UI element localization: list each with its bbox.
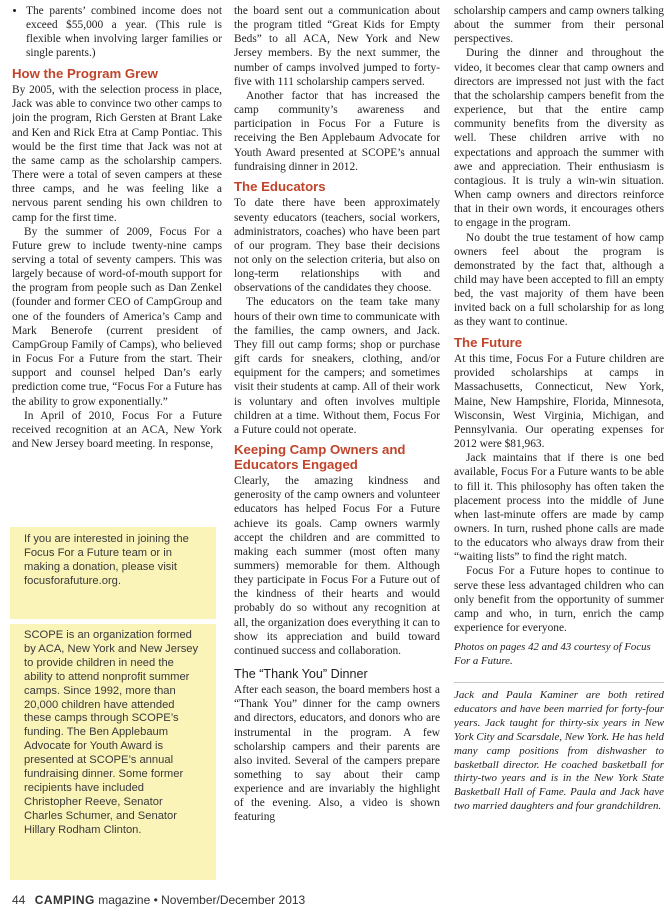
paragraph: Clearly, the amazing kindness and generosity of the camp owners and volunteer educators has helped Focus For a Future achieve its goals. Camp owners warmly accept the children and are committed to making each summer (most often many summers) memorable for them. Although they participate in Focus For a Future out of the kindness of their hearts and would probably do so without any recognition at all, the organization does everything it can to show its appreciation and build toward continued success and collaboration.: [234, 475, 440, 657]
eligibility-list: [12, 4, 222, 61]
column-3: [454, 4, 664, 814]
eligibility-item: • The parents’ combined income does not exceed $55,000 a year. (This rule is flexible when involving larger families or single parents.): [26, 4, 222, 61]
issue-date: November/December 2013: [161, 893, 306, 907]
column-1: [12, 4, 222, 451]
paragraph: The educators on the team take many hours of their own time to communicate with the families, the camp owners, and Jack. They fill out camp forms; shop or purchase gift cards for sneakers, clothing, and/or equipment for the campers; and sometimes visit their students at camp. All of their work is voluntary and often involves multiple children at a time. Without them, Focus For a Future could not operate.: [234, 296, 440, 436]
paragraph: During the dinner and throughout the video, it becomes clear that camp owners and directors are impressed not just with the fact that the scholarship campers benefit from the experience, but that the entire camp community benefits from the diversity as well. These children arrive with no expectations and approach the summer with awe and appreciation. Their enthusiasm is contagious. It is truly a win-win situation. When camp owners and directors reinforce that in their own words, it encourages others to engage in the program.: [454, 47, 664, 230]
divider: [454, 682, 664, 683]
paragraph: To date there have been approximately seventy educators (teachers, social workers, administrators, coaches) who have been part of our program. They base their decisions not only on the selection criteria, but also on long-term relationships with and observations of the candidates they choose.: [234, 197, 440, 295]
paragraph: No doubt the true testament of how camp owners feel about the program is demonstrated by the fact that, although a child may have been accepted to fill an empty bed, the vast majority of them have been invited back on a full scholarship for as long as they want to continue.: [454, 231, 664, 329]
magazine-word: magazine: [98, 893, 151, 907]
column-2: [234, 4, 440, 825]
paragraph: By the summer of 2009, Focus For a Future grew to include twenty-nine camps serving a total of seventy campers. This was largely because of word-of-mouth support for the program from people such as Dan Zenkel (founder and former CEO of CampGroup and one of the founders of America’s Camp and Mark Benerofe (current president of CampGroup Family of Camps), who believed in Focus For a Future from the start. Their support and counsel helped Dan’s early prediction come true, “Focus For a Future has the ability to grow exponentially.”: [12, 225, 222, 408]
paragraph: Focus For a Future hopes to continue to serve these less advantaged children who can only benefit from the opportunity of summer camp and who, in turn, enrich the camp experience for everyone.: [454, 565, 664, 635]
donation-callout: If you are interested in joining the Focus For a Future team or in making a donation, please visit focusforafuture.org.: [10, 527, 216, 619]
scope-callout: SCOPE is an organization formed by ACA, New York and New Jersey to provide children in need the ability to attend nonprofit summer camps. Since 1992, more than 20,000 children have attended these camps through SCOPE’s funding. The Ben Applebaum Advocate for Youth Award is presented at SCOPE’s annual fundraising dinner. Some former recipients have included Christopher Reeve, Senator Charles Schumer, and Senator Hillary Rodham Clinton.: [10, 624, 216, 880]
paragraph: In April of 2010, Focus For a Future received recognition at an ACA, New York and New Jersey board meeting. In response,: [12, 409, 222, 451]
heading-educators: The Educators: [234, 178, 326, 194]
footer-separator: •: [153, 893, 158, 907]
page-footer: [12, 893, 305, 907]
photo-credit: Photos on pages 42 and 43 courtesy of Focus For a Future.: [454, 641, 651, 667]
magazine-name: CAMPING: [34, 893, 95, 907]
author-bio: Jack and Paula Kaminer are both retired educators and have been married for forty-four years. Jack taught for thirty-six years in New York City and Scarsdale, New York. He has held many camp positions from dishwasher to basketball director. He coached basketball for thirty-two years and is in the New York State Basketball Hall of Fame. Paula and Jack have two married daughters and four grandchildren.: [454, 689, 664, 813]
page-number: 44: [12, 893, 26, 907]
paragraph: Jack maintains that if there is one bed available, Focus For a Future wants to be able to fill it. This philosophy has often taken the placement process into the middle of June when last-minute offers are made by camp owners. In turn, rushed phone calls are made to the educators who always draw from their “waiting lists” to find the right match.: [454, 452, 664, 564]
paragraph: At this time, Focus For a Future children are provided scholarships at camps in Massachusetts, Connecticut, New York, Maine, New Hampshire, Florida, Minnesota, Wisconsin, West Virginia, Michigan, and Pennsylvania. Our operating expenses for 2012 were $81,963.: [454, 353, 664, 451]
paragraph: scholarship campers and camp owners talking about the summer from their personal perspectives.: [454, 5, 664, 46]
paragraph: the board sent out a communication about the program titled “Great Kids for Empty Beds” to all ACA, New York and New Jersey members. By the next summer, the number of camps involved jumped to forty-five with 111 scholarship campers served.: [234, 5, 440, 88]
paragraph: By 2005, with the selection process in place, Jack was able to convince two other camps to join the program, Rich Gersten at Brant Lake and Ken and Rick Etra at Camp Pontiac. This would be the first time that Jack was not at the same camp as the scholarship campers. There were a total of seven campers at these three camps, and he was feeling like a nervous parent sending his own children to camp for the first time.: [12, 84, 222, 224]
paragraph: Another factor that has increased the camp community’s awareness and participation in Focus For a Future is receiving the Ben Applebaum Advocate for Youth Award presented at SCOPE’s annual fundraising dinner in 2012.: [234, 89, 440, 173]
heading-keeping-engaged: Keeping Camp Owners and Educators Engaged: [234, 442, 406, 472]
heading-thank-you-dinner: The “Thank You” Dinner: [234, 667, 368, 682]
heading-program-grew: How the Program Grew: [12, 65, 158, 81]
heading-future: The Future: [454, 334, 523, 350]
paragraph: After each season, the board members host a “Thank You” dinner for the camp owners and directors, educators, and donors who are instrumental in the program. A few scholarship campers and their parents are also invited. Several of the campers prepare something to say about their camp experience and are invariably the highlight of the evening. Also, a video is shown featuring: [234, 684, 440, 824]
